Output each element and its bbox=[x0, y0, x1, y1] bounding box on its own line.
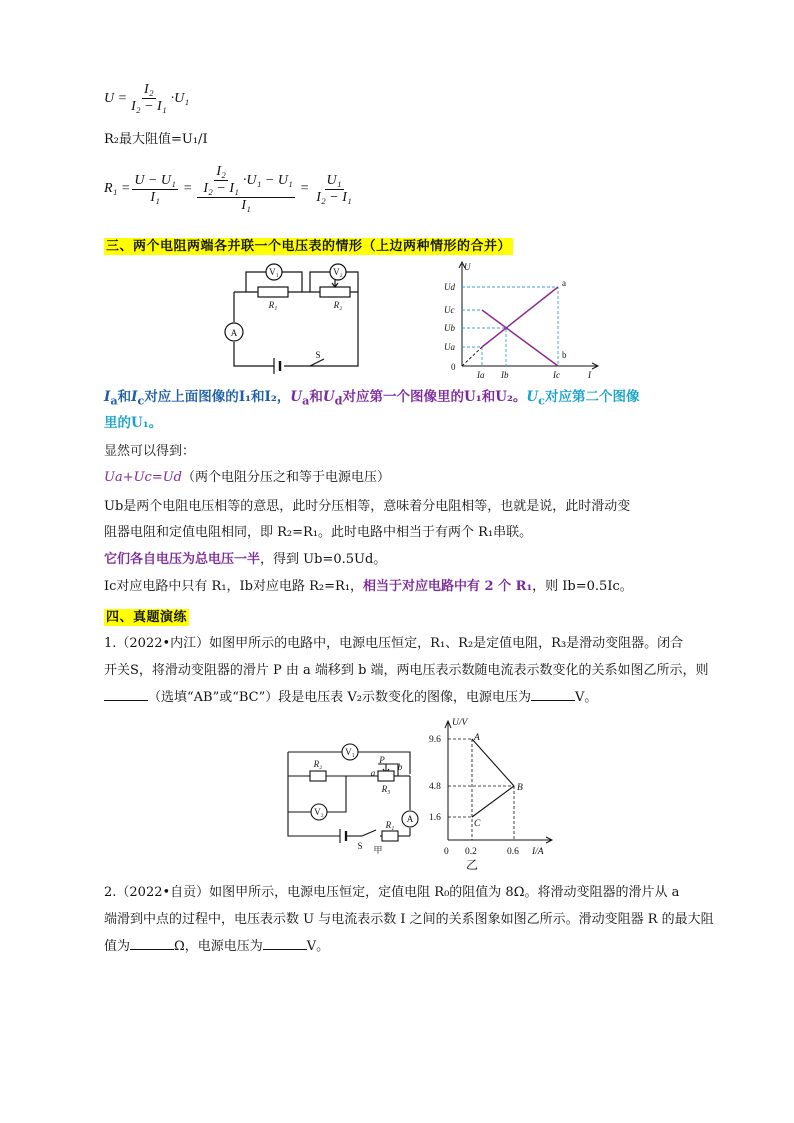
two-r1-note: 相当于对应电路中有 2 个 R₁ bbox=[363, 579, 533, 594]
fraction-numerator: U − U₁ bbox=[134, 172, 176, 188]
question-1-line-3 bbox=[104, 688, 597, 708]
section-3-heading-text: 三、两个电阻两端各并联一个电压表的情形（上边两种情形的合并） bbox=[106, 239, 512, 254]
question-1-line-2: 开关S，将滑动变阻器的滑片 P 由 a 端移到 b 端，两电压表示数随电流表示数变化的关系如图乙所示，则 bbox=[104, 663, 709, 678]
uc-subscript: c bbox=[538, 393, 546, 408]
numerator-tail: ·U₁ − U₁ bbox=[242, 172, 293, 188]
text-correspond-first: 对应第一个图像里的 bbox=[342, 389, 465, 405]
formula-r1 bbox=[104, 164, 356, 214]
tick-ib: Ib bbox=[501, 370, 509, 380]
uc-symbol: U bbox=[526, 389, 539, 405]
answer-blank-4[interactable] bbox=[263, 937, 307, 950]
text-and: 和 bbox=[481, 389, 496, 405]
formula-r1-lhs: R₁ = bbox=[104, 181, 131, 196]
answer-blank-2[interactable] bbox=[531, 688, 575, 701]
u2-symbol: U₂ bbox=[495, 389, 513, 405]
question-2-line-2: 端滑到中点的过程中，电压表示数 U 与电流表示数 I 之间的关系图象如图乙所示。滑动变阻器 R 的最大阻 bbox=[104, 912, 714, 927]
fraction-denominator: I₁ bbox=[150, 189, 160, 205]
unit-v: V。 bbox=[575, 690, 598, 705]
fraction-numerator: U₁ bbox=[326, 172, 342, 188]
nested-fraction bbox=[201, 164, 241, 197]
tick-ud: Ud bbox=[444, 282, 455, 292]
explanation-line-1 bbox=[104, 387, 640, 411]
formula-u-lhs: U = bbox=[104, 90, 128, 106]
question-1-line-1: 1.（2022•内江）如图甲所示的电路中，电源电压恒定，R₁、R₂是定值电阻，R₃是滑动变阻器。闭合 bbox=[104, 636, 684, 651]
fraction-denominator: I₂ − I₁ bbox=[131, 99, 167, 114]
r2-label: R₂ bbox=[313, 759, 323, 769]
tick-uc: Uc bbox=[444, 305, 455, 315]
ic-symbol: I bbox=[131, 389, 138, 405]
formula-u-tail: ·U₁ bbox=[170, 90, 190, 106]
text-in: 里的 bbox=[104, 415, 131, 431]
v1-label: V₁ bbox=[345, 747, 355, 757]
ammeter-label: A bbox=[230, 328, 238, 338]
section-3-heading bbox=[104, 235, 513, 254]
question-1-text: （选填“AB”或“BC”）段是电压表 V₂示数变化的图像，电源电压为 bbox=[148, 690, 531, 705]
fraction-denominator: I₂ − I₁ bbox=[203, 181, 239, 196]
text-and: 和 bbox=[251, 389, 265, 405]
question-2-text-a: 值为 bbox=[104, 939, 131, 954]
r2-label: R₂ bbox=[333, 300, 343, 310]
y-axis-label: U bbox=[464, 262, 471, 272]
section-4-heading-text: 四、真题演练 bbox=[106, 610, 188, 625]
point-c-label: C bbox=[474, 819, 481, 829]
point-a-label: A bbox=[474, 733, 480, 743]
half-voltage-result: ，得到 Ub=0.5Ud。 bbox=[260, 552, 387, 567]
formula-r1-frac3 bbox=[314, 173, 354, 206]
r1-label: R₁ bbox=[385, 820, 395, 830]
fraction-denominator: I₁ bbox=[241, 198, 251, 213]
figure-jia-caption: 甲 bbox=[373, 845, 383, 854]
y-axis-label: U/V bbox=[452, 718, 468, 728]
equals-sign: = bbox=[299, 181, 310, 196]
formula-u bbox=[104, 82, 189, 115]
tick-4-8: 4.8 bbox=[429, 782, 441, 792]
slider-p-label: P bbox=[379, 755, 385, 765]
i1-symbol: I₁ bbox=[238, 389, 252, 405]
text-correspond-second: 对应第二个图像 bbox=[545, 389, 640, 405]
answer-blank-3[interactable] bbox=[130, 937, 174, 950]
current-result: ，则 Ib=0.5Ic。 bbox=[532, 579, 633, 594]
voltage-sum-note: （两个电阻分压之和等于电源电压） bbox=[182, 470, 391, 485]
tick-ia: Ia bbox=[477, 370, 485, 380]
unit-v: V。 bbox=[306, 939, 330, 954]
switch-label: S bbox=[315, 350, 321, 360]
answer-blank-1[interactable] bbox=[104, 688, 148, 701]
tick-1-6: 1.6 bbox=[429, 813, 441, 823]
u1-symbol: U₁ bbox=[131, 415, 149, 431]
explanation-line-6: 阻器电阻和定值电阻相同，即 R₂=R₁。此时电路中相当于有两个 R₁串联。 bbox=[104, 525, 533, 540]
current-correspondence: Ic对应电路中只有 R₁，Ib对应电路 R₂=R₁， bbox=[104, 579, 364, 594]
ud-subscript: d bbox=[334, 393, 343, 408]
v2-label: V₂ bbox=[333, 267, 343, 277]
tick-9-6: 9.6 bbox=[429, 735, 441, 745]
x-axis-label: I bbox=[588, 370, 591, 380]
r3-label: R₃ bbox=[381, 784, 391, 794]
ammeter-label: A bbox=[406, 814, 414, 824]
question-2-line-3 bbox=[104, 937, 329, 957]
v1-label: V₁ bbox=[269, 267, 279, 277]
explanation-line-8 bbox=[104, 577, 633, 597]
origin-label: 0 bbox=[451, 362, 456, 372]
explanation-line-4 bbox=[104, 468, 390, 488]
graph-1 bbox=[430, 258, 605, 380]
ud-symbol: U bbox=[322, 389, 335, 405]
question-2-line-1: 2.（2022•自贡）如图甲所示，电源电压恒定，定值电阻 R₀的阻值为 8Ω。将滑动变阻器的滑片从 a bbox=[104, 885, 680, 900]
section-4-heading bbox=[104, 606, 189, 625]
tick-ub: Ub bbox=[444, 323, 455, 333]
fraction-numerator bbox=[197, 164, 294, 198]
r1-label: R₁ bbox=[268, 300, 278, 310]
graph-yi bbox=[428, 716, 568, 856]
point-b-label: B bbox=[517, 783, 523, 793]
formula-r1-frac2 bbox=[197, 164, 294, 214]
fraction-denominator: I₂ − I₁ bbox=[316, 189, 352, 205]
switch-label: S bbox=[357, 841, 363, 851]
tick-ua: Ua bbox=[444, 342, 455, 352]
period: 。 bbox=[512, 389, 527, 405]
point-b-label: b bbox=[562, 350, 567, 360]
figure-yi-caption: 乙 bbox=[466, 858, 479, 872]
formula-r1-frac1 bbox=[132, 173, 178, 206]
equals-sign: = bbox=[182, 181, 193, 196]
end-b-label: b bbox=[397, 762, 403, 772]
segment-bc bbox=[472, 786, 514, 817]
ic-subscript: c bbox=[137, 393, 145, 408]
segment-ab bbox=[472, 739, 514, 786]
explanation-line-3: 显然可以得到： bbox=[104, 444, 196, 459]
fraction-numerator: I₂ bbox=[216, 164, 226, 179]
text-and: 和 bbox=[117, 389, 132, 405]
point-a-label: a bbox=[562, 278, 566, 288]
end-a-label: a bbox=[370, 768, 376, 778]
explanation-line-7 bbox=[104, 550, 386, 570]
tick-ic: Ic bbox=[553, 370, 560, 380]
question-2-text-b: Ω，电源电压为 bbox=[174, 939, 263, 954]
half-voltage-note: 它们各自电压为总电压一半 bbox=[104, 552, 261, 567]
i2-symbol: I₂ bbox=[264, 389, 277, 405]
comma: ， bbox=[276, 389, 291, 405]
circuit-diagram-jia bbox=[282, 736, 438, 854]
explanation-line-5: Ub是两个电阻电压相等的意思，此时分压相等，意味着分电阻相等，也就是说，此时滑动变 bbox=[104, 499, 631, 514]
ia-subscript: a bbox=[110, 393, 118, 408]
tick-0-6: 0.6 bbox=[507, 847, 519, 856]
v2-label: V₂ bbox=[314, 807, 324, 817]
origin-label: 0 bbox=[444, 847, 449, 856]
text-and: 和 bbox=[309, 389, 323, 405]
period: 。 bbox=[148, 415, 163, 431]
fraction-numerator: I₂ bbox=[144, 82, 154, 97]
r2-max-resistance: R₂最大阻值=U₁/I bbox=[104, 132, 208, 147]
circuit-diagram-1 bbox=[218, 258, 388, 378]
ua-symbol: U bbox=[290, 389, 303, 405]
voltage-sum-equation: Ua+Uc=Ud bbox=[104, 470, 183, 485]
text-correspond: 对应上面图像的 bbox=[144, 389, 239, 405]
x-axis-label: I/A bbox=[532, 847, 544, 856]
explanation-line-2 bbox=[104, 413, 162, 433]
u1-symbol: U₁ bbox=[464, 389, 482, 405]
ia-symbol: I bbox=[104, 389, 111, 405]
tick-0-2: 0.2 bbox=[465, 847, 477, 856]
ua-subscript: a bbox=[302, 393, 310, 408]
formula-u-fraction bbox=[129, 82, 169, 115]
